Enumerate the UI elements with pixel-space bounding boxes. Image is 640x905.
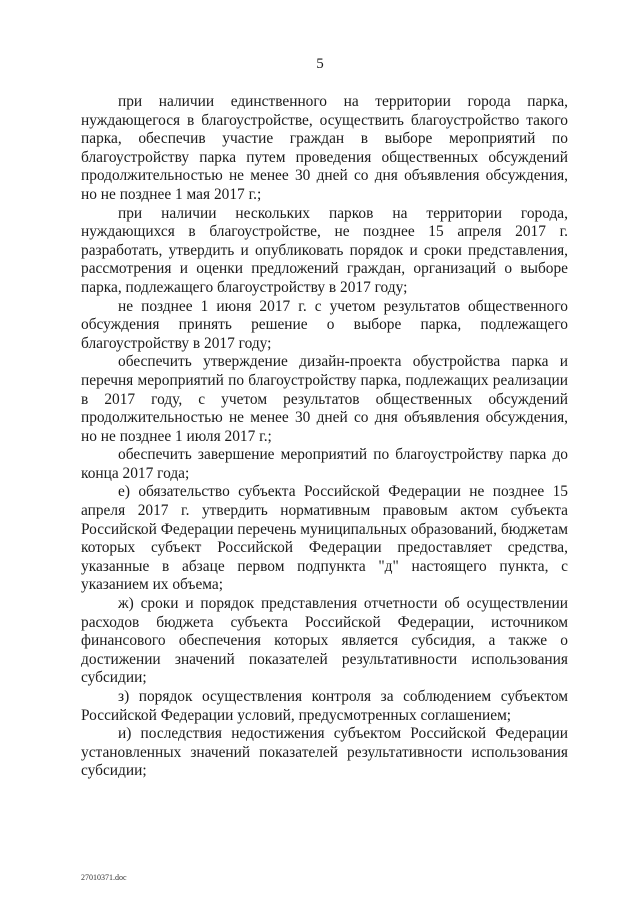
paragraph-item-z: з) порядок осуществления контроля за соблюдением субъектом Российской Федерации условий, предусмотренных соглашением; xyxy=(81,688,568,724)
paragraph-item-i: и) последствия недостижения субъектом Российской Федерации установленных значений показателей результативности использования субсидии; xyxy=(81,725,568,780)
paragraph-completion: обеспечить завершение мероприятий по благоустройству парка до конца 2017 года; xyxy=(81,446,568,482)
document-file-code: 27010371.doc xyxy=(81,873,127,882)
paragraph-design-project: обеспечить утверждение дизайн-проекта обустройства парка и перечня мероприятий по благоустройству парка, подлежащих реализации в 2017 году, с учетом результатов общественных обсуждений продолжительностью не менее 30 дней со дня объявления обсуждения, но не позднее 1 июля 2017 г.; xyxy=(81,353,568,445)
paragraph-single-park: при наличии единственного на территории города парка, нуждающегося в благоустройстве, осуществить благоустройство такого парка, обеспечив участие граждан в выборе мероприятий по благоустройству парка путем проведения общественных обсуждений продолжительностью не менее 30 дней со дня объявления обсуждения, но не позднее 1 мая 2017 г.; xyxy=(81,93,568,203)
document-body xyxy=(81,93,568,781)
paragraph-multiple-parks: при наличии нескольких парков на территории города, нуждающихся в благоустройстве, не позднее 15 апреля 2017 г. разработать, утвердить и опубликовать порядок и сроки представления, рассмотрения и оценки предложений граждан, организаций о выборе парка, подлежащего благоустройству в 2017 году; xyxy=(81,204,568,296)
paragraph-choice-deadline: не позднее 1 июня 2017 г. с учетом результатов общественного обсуждения принять решение о выборе парка, подлежащего благоустройству в 2017 году; xyxy=(81,297,568,352)
paragraph-item-e: е) обязательство субъекта Российской Федерации не позднее 15 апреля 2017 г. утвердить нормативным правовым актом субъекта Российской Федерации перечень муниципальных образований, бюджетам которых субъект Российской Федерации предоставляет средства, указанные в абзаце первом подпункта "д" настоящего пункта, с указанием их объема; xyxy=(81,483,568,594)
page-number: 5 xyxy=(316,56,324,72)
paragraph-item-zh: ж) сроки и порядок представления отчетности об осуществлении расходов бюджета субъекта Российской Федерации, источником финансового обеспечения которых является субсидия, а также о достижении значений показателей результативности использования субсидии; xyxy=(81,595,568,687)
